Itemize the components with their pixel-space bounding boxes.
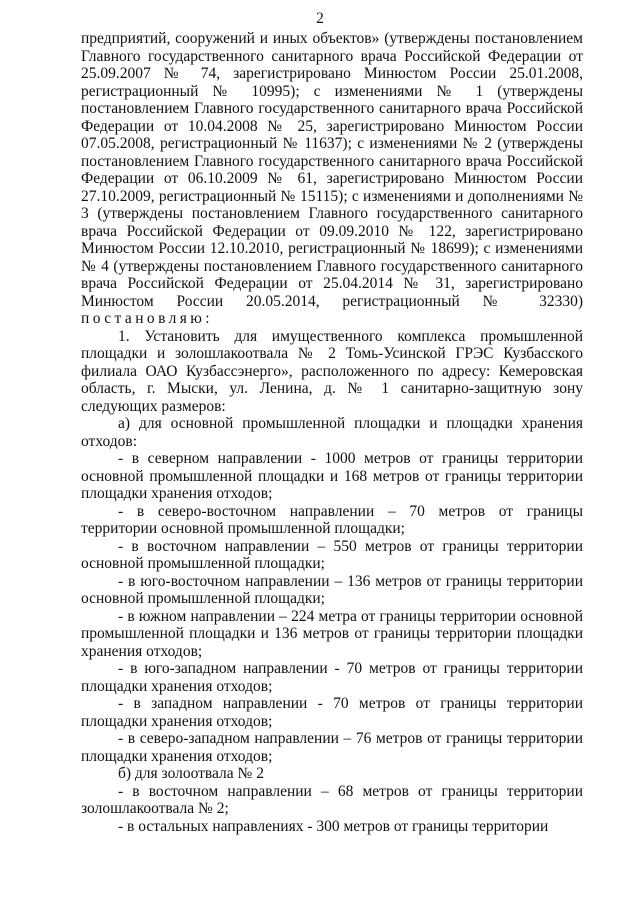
paragraph-south: - в южном направлении – 224 метра от границы территории основной промышленной площадки и 136 метров от границы территории площадки хранения отходов; (81, 607, 583, 660)
paragraph-east: - в восточном направлении – 550 метров от границы территории основной промышленной площадки; (81, 537, 583, 572)
paragraph-northeast: - в северо-восточном направлении – 70 метров от границы территории основной промышленной площадки; (81, 502, 583, 537)
paragraph-north: - в северном направлении - 1000 метров от границы территории основной промышленной площадки и 168 метров от границы территории площадки хранения отходов; (81, 450, 583, 502)
paragraph-northwest: - в северо-западном направлении – 76 метров от границы территории площадки хранения отходов; (81, 730, 583, 765)
paragraph-west: - в западном направлении - 70 метров от границы территории площадки хранения отходов; (81, 695, 583, 730)
paragraph-southeast: - в юго-восточном направлении – 136 метров от границы территории основной промышленной площадки; (81, 572, 583, 607)
paragraph-ash-other: - в остальных направлениях - 300 метров от границы территории (118, 817, 549, 835)
paragraph-subitem-a: а) для основной промышленной площадки и площадки хранения отходов: (81, 415, 583, 450)
paragraph-regulations-list (81, 30, 583, 328)
paragraph-subitem-b: б) для золоотвала № 2 (118, 765, 264, 782)
paragraph-item-1: 1. Установить для имущественного комплекса промышленной площадки и золошлакоотвала № 2 Томь-Усинской ГРЭС Кузбасского филиала ОАО Кузбассэнерго», расположенного по адресу: Кемеровская область, г. Мыски, ул. Ленина, д. № 1 санитарно-защитную зону следующих размеров: (81, 327, 583, 415)
decree-word: постановляю: (81, 310, 213, 327)
regulations-text: предприятий, сооружений и иных объектов» (утверждены постановлением Главного государственного санитарного врача Российской Федерации от 25.09.2007 № 74, зарегистрировано Минюстом России 25.01.2008, регистрационный № 10995); с изменениями № 1 (утверждены постановлением Главного государственного санитарного врача Российской Федерации от 10.04.2008 № 25, зарегистрировано Минюстом России 07.05.2008, регистрационный № 11637); с изменениями № 2 (утверждены постановлением Главного государственного санитарного врача Российской Федерации от 06.10.2009 № 61, зарегистрировано Минюстом России 27.10.2009, регистрационный № 15115); с изменениями и дополнениями № 3 (утверждены постановлением Главного государственного санитарного врача Российской Федерации от 09.09.2010 № 122, зарегистрировано Минюстом России 12.10.2010, регистрационный № 18699); с изменениями № 4 (утверждены постановлением Главного государственного санитарного врача Российской Федерации от 25.04.2014 № 31, зарегистрировано Минюстом России 20.05.2014, регистрационный № 32330) (81, 30, 583, 310)
page-number: 2 (316, 10, 324, 27)
paragraph-ash-east: - в восточном направлении – 68 метров от границы территории золошлакоотвала № 2; (81, 782, 583, 817)
paragraph-southwest: - в юго-западном направлении - 70 метров от границы территории площадки хранения отходов; (81, 660, 583, 695)
document-body (81, 30, 583, 835)
